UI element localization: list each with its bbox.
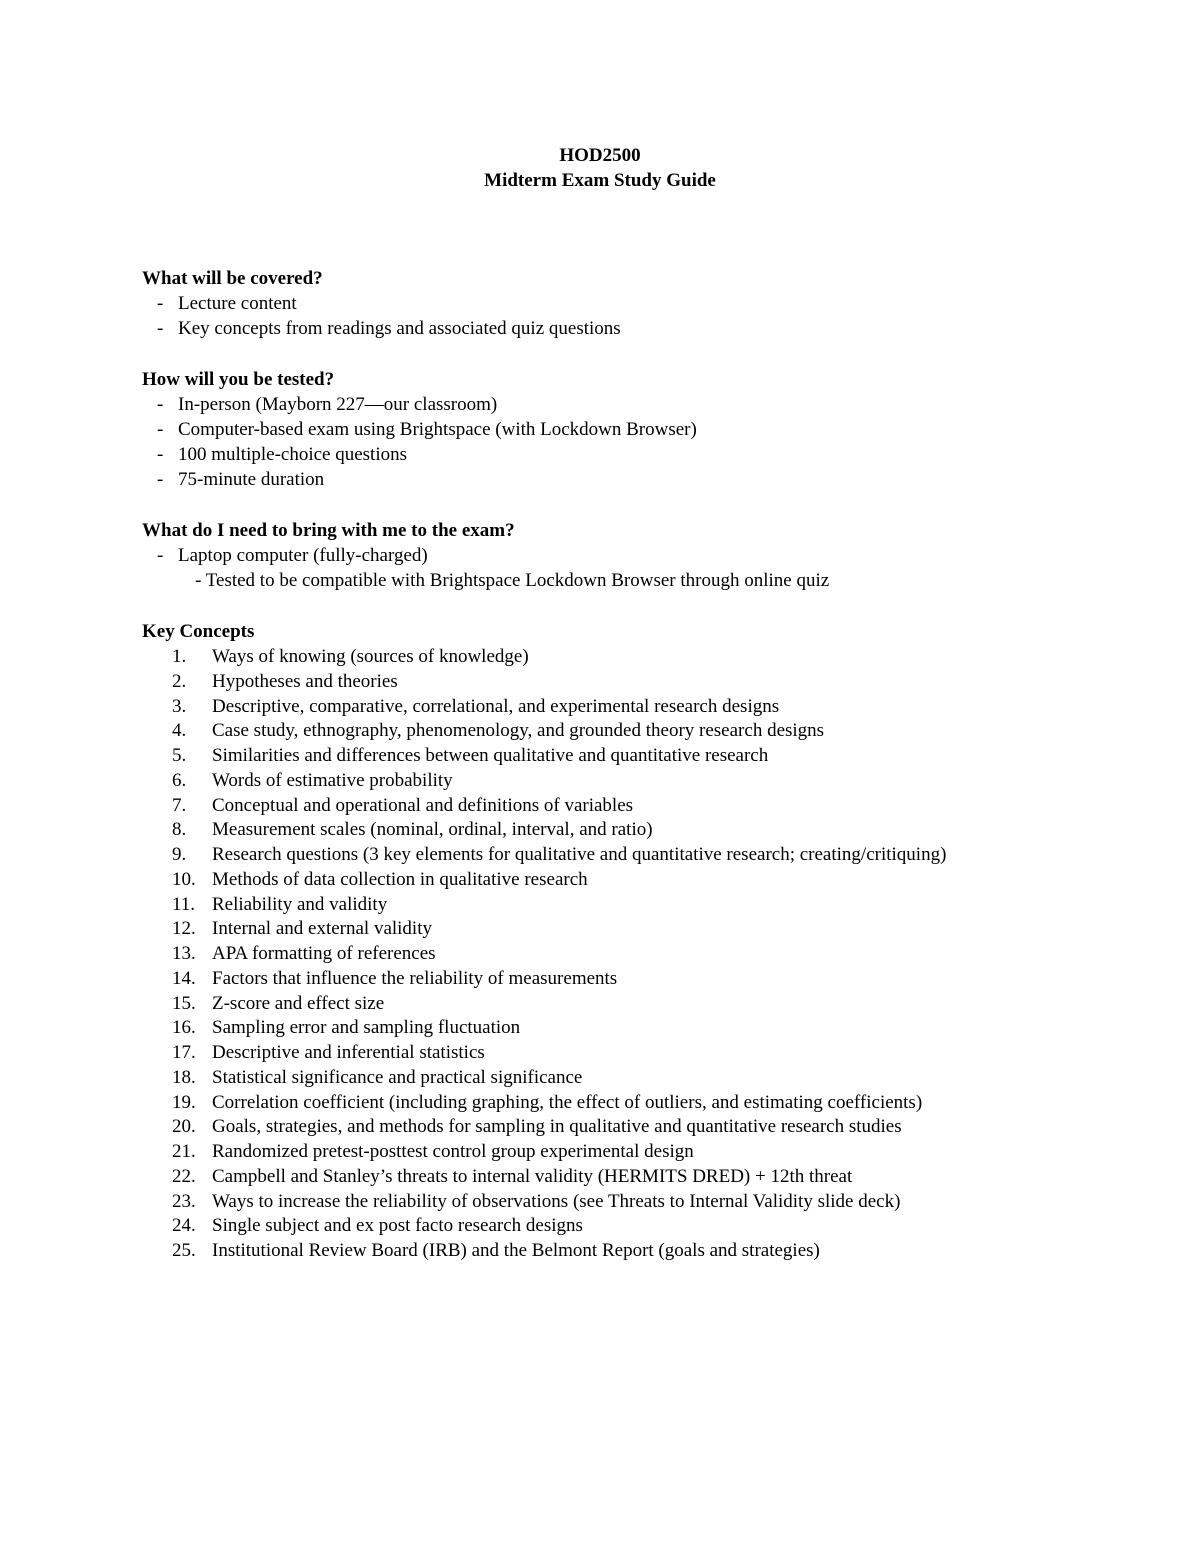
- key-concepts-list: [172, 644, 946, 1263]
- key-concept-item: [172, 1090, 946, 1115]
- list-item: - Key concepts from readings and associated quiz questions: [157, 318, 621, 339]
- list-item: - Computer-based exam using Brightspace (with Lockdown Browser): [157, 419, 697, 440]
- dash-marker: -: [157, 444, 164, 465]
- dash-marker: -: [157, 394, 164, 415]
- key-concept-item: [172, 916, 946, 941]
- item-text: Ways of knowing (sources of knowledge): [212, 646, 529, 667]
- section-heading-covered: What will be covered?: [142, 268, 323, 289]
- item-text: Factors that influence the reliability of measurements: [212, 967, 618, 989]
- list-item: - In-person (Mayborn 227—our classroom): [157, 394, 498, 415]
- key-concept-item: [172, 991, 946, 1016]
- item-number: 1.: [172, 646, 187, 667]
- item-text: APA formatting of references: [212, 943, 436, 964]
- item-text: Single subject and ex post facto research designs: [212, 1215, 583, 1237]
- item-number: 6.: [172, 769, 187, 791]
- item-text: Reliability and validity: [212, 893, 388, 915]
- key-concept-item: [172, 1189, 946, 1214]
- item-number: 7.: [172, 794, 187, 816]
- item-text: Correlation coefficient (including graphing, the effect of outliers, and estimating coefficients): [212, 1091, 923, 1113]
- item-text: Descriptive and inferential statistics: [212, 1042, 485, 1063]
- item-number: 9.: [172, 844, 187, 865]
- item-text: Conceptual and operational and definitions of variables: [212, 794, 634, 816]
- item-text: Institutional Review Board (IRB) and the Belmont Report (goals and strategies): [212, 1240, 820, 1261]
- key-concept-item: [172, 1065, 946, 1090]
- key-concept-item: [172, 817, 946, 842]
- key-concept-item: [172, 644, 946, 669]
- key-concept-item: [172, 694, 946, 719]
- key-concept-item: [172, 768, 946, 793]
- section-heading-key-concepts: Key Concepts: [142, 621, 255, 642]
- item-number: 10.: [172, 868, 196, 890]
- item-number: 2.: [172, 670, 187, 692]
- key-concept-item: [172, 892, 946, 917]
- item-number: 14.: [172, 967, 196, 989]
- dash-marker: -: [157, 469, 164, 490]
- item-text: Words of estimative probability: [212, 769, 453, 791]
- item-text: Internal and external validity: [212, 918, 432, 940]
- key-concept-item: [172, 743, 946, 768]
- item-number: 12.: [172, 918, 196, 940]
- key-concept-item: [172, 718, 946, 743]
- item-number: 24.: [172, 1215, 196, 1237]
- item-number: 5.: [172, 745, 187, 766]
- item-number: 20.: [172, 1116, 196, 1138]
- item-number: 19.: [172, 1091, 196, 1113]
- item-number: 25.: [172, 1240, 196, 1261]
- item-number: 11.: [172, 893, 196, 915]
- list-item: - 100 multiple-choice questions: [157, 444, 408, 465]
- item-text: Descriptive, comparative, correlational, and experimental research designs: [212, 695, 780, 717]
- item-number: 13.: [172, 943, 196, 964]
- item-text: Methods of data collection in qualitative research: [212, 868, 588, 890]
- key-concept-item: [172, 1213, 946, 1238]
- item-number: 8.: [172, 819, 187, 841]
- item-number: 3.: [172, 695, 187, 717]
- section-heading-tested: How will you be tested?: [142, 369, 335, 390]
- key-concept-item: [172, 966, 946, 991]
- bring-sub-item: - Tested to be compatible with Brightspace Lockdown Browser through online quiz: [195, 570, 830, 591]
- key-concept-item: [172, 941, 946, 966]
- dash-marker: -: [157, 545, 164, 566]
- item-number: 22.: [172, 1165, 196, 1187]
- item-text: Statistical significance and practical significance: [212, 1066, 583, 1088]
- item-text: Case study, ethnography, phenomenology, and grounded theory research designs: [212, 720, 825, 742]
- item-text: Measurement scales (nominal, ordinal, interval, and ratio): [212, 819, 653, 841]
- key-concept-item: [172, 842, 946, 867]
- dash-marker: -: [157, 318, 164, 339]
- document-title: Midterm Exam Study Guide: [484, 170, 716, 191]
- key-concept-item: [172, 1238, 946, 1263]
- covered-list: [157, 291, 621, 341]
- item-number: 23.: [172, 1190, 196, 1212]
- key-concept-item: [172, 669, 946, 694]
- key-concept-item: [172, 1015, 946, 1040]
- section-heading-bring: What do I need to bring with me to the exam?: [142, 520, 515, 541]
- item-number: 4.: [172, 720, 187, 742]
- dash-marker: -: [157, 293, 164, 314]
- item-text: Similarities and differences between qualitative and quantitative research: [212, 745, 769, 766]
- tested-list: [157, 392, 697, 492]
- list-item: - 75-minute duration: [157, 469, 325, 490]
- list-item: - Laptop computer (fully-charged): [157, 545, 428, 566]
- item-text: Randomized pretest-posttest control group experimental design: [212, 1141, 694, 1162]
- item-number: 17.: [172, 1042, 196, 1063]
- item-number: 16.: [172, 1017, 196, 1039]
- item-number: 18.: [172, 1066, 196, 1088]
- course-code: HOD2500: [559, 145, 641, 166]
- item-text: Goals, strategies, and methods for sampling in qualitative and quantitative research studies: [212, 1116, 902, 1138]
- item-text: Campbell and Stanley’s threats to internal validity (HERMITS DRED) + 12th threat: [212, 1165, 853, 1187]
- item-text: Ways to increase the reliability of observations (see Threats to Internal Validity slide deck): [212, 1190, 901, 1212]
- key-concept-item: [172, 1139, 946, 1164]
- key-concept-item: [172, 793, 946, 818]
- item-text: Sampling error and sampling fluctuation: [212, 1017, 521, 1039]
- key-concept-item: [172, 1114, 946, 1139]
- item-text: Hypotheses and theories: [212, 670, 398, 692]
- key-concept-item: [172, 1164, 946, 1189]
- key-concept-item: [172, 1040, 946, 1065]
- item-number: 21.: [172, 1141, 196, 1162]
- item-text: Z-score and effect size: [212, 992, 385, 1014]
- key-concept-item: [172, 867, 946, 892]
- bring-list: [157, 543, 428, 568]
- item-text: Research questions (3 key elements for qualitative and quantitative research; creating/critiquing): [212, 844, 947, 865]
- item-number: 15.: [172, 992, 196, 1014]
- list-item: - Lecture content: [157, 293, 297, 314]
- dash-marker: -: [157, 419, 164, 440]
